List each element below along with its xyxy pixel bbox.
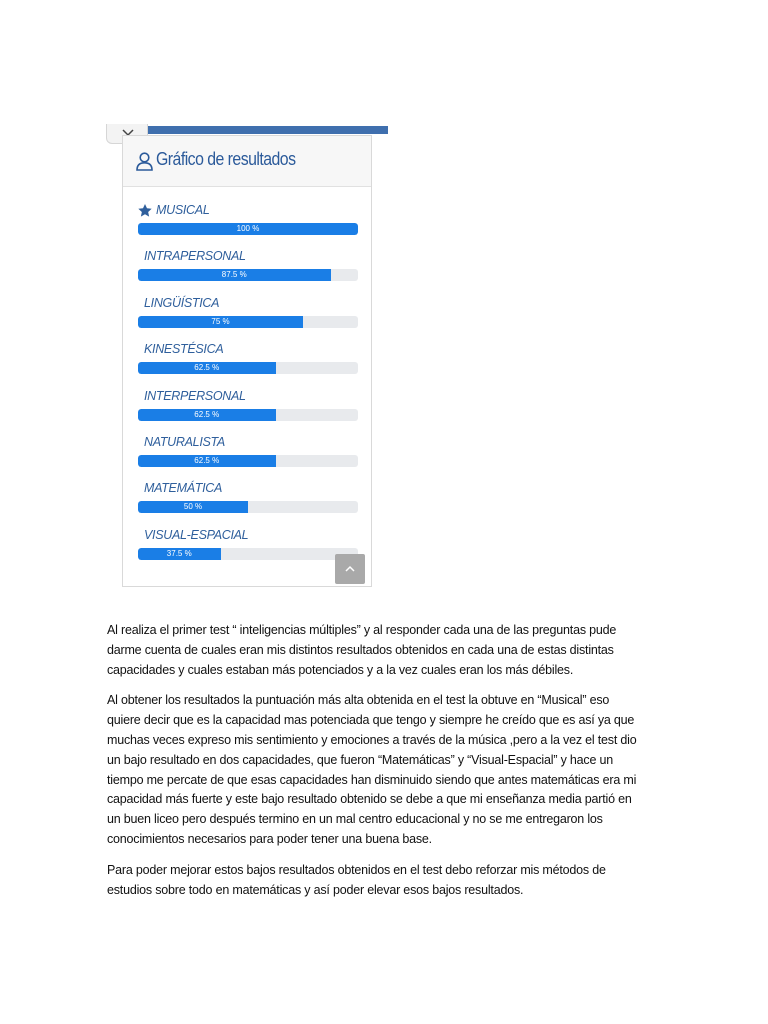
result-item <box>138 294 358 340</box>
result-item <box>138 433 358 479</box>
result-item <box>138 201 358 247</box>
result-label: VISUAL-ESPACIAL <box>144 527 249 542</box>
progress-track <box>138 548 358 560</box>
progress-bar: 62.5 % <box>138 409 276 421</box>
progress-track <box>138 501 358 513</box>
result-label: INTRAPERSONAL <box>144 249 246 264</box>
result-item <box>138 247 358 293</box>
progress-bar: 50 % <box>138 501 248 513</box>
top-bar <box>148 126 388 134</box>
progress-bar: 75 % <box>138 316 303 328</box>
progress-track <box>138 316 358 328</box>
star-icon <box>138 204 152 217</box>
result-item <box>138 526 358 572</box>
progress-track <box>138 455 358 467</box>
progress-bar: 100 % <box>138 223 358 235</box>
progress-bar: 37.5 % <box>138 548 221 560</box>
progress-track <box>138 223 358 235</box>
result-label: LINGÜÍSTICA <box>144 295 220 310</box>
progress-bar: 62.5 % <box>138 362 276 374</box>
result-label: KINESTÉSICA <box>144 342 224 357</box>
result-item <box>138 340 358 386</box>
document-body <box>107 621 637 911</box>
results-card <box>122 135 372 587</box>
result-label: MATEMÁTICA <box>144 481 223 496</box>
progress-track <box>138 269 358 281</box>
chevron-up-icon <box>345 565 355 572</box>
progress-bar: 87.5 % <box>138 269 331 281</box>
result-label: MUSICAL <box>156 203 210 217</box>
results-chart <box>138 201 358 572</box>
card-title: Gráfico de resultados <box>156 149 296 169</box>
user-icon <box>136 152 153 171</box>
paragraph: Para poder mejorar estos bajos resultados obtenidos en el test debo reforzar mis métodos de estudios sobre todo en matemáticas y así poder elevar esos bajos resultados. <box>107 862 606 897</box>
result-item <box>138 479 358 525</box>
paragraph: Al realiza el primer test “ inteligencias múltiples” y al responder cada una de las preguntas pude darme cuenta de cuales eran mis distintos resultados obtenidos en cada una de estas distintas capacidades y cuales estaban más potenciados y a la vez cuales eran los más débiles. <box>107 623 617 677</box>
progress-track <box>138 362 358 374</box>
result-label: INTERPERSONAL <box>144 388 246 403</box>
progress-bar: 62.5 % <box>138 455 276 467</box>
result-item <box>138 387 358 433</box>
progress-track <box>138 409 358 421</box>
result-label: NATURALISTA <box>144 434 225 449</box>
scroll-top-button[interactable] <box>335 554 365 584</box>
card-header <box>123 136 371 187</box>
paragraph: Al obtener los resultados la puntuación más alta obtenida en el test la obtuve en “Musical” eso quiere decir que es la capacidad mas potenciada que tengo y siempre he creído que es así ya que muchas veces expreso mis sentimiento y emociones a través de la música ,pero a la vez el test dio un bajo resultado en dos capacidades, que fueron “Matemáticas” y “Visual-Espacial” y hace un tiempo me percate de que esas capacidades han disminuido siendo que antes matemáticas era mi capacidad más fuerte y este bajo resultado obtenido se debe a que mi enseñanza media partió en un buen liceo pero después termino en un mal centro educacional y no se me entregaron los conocimientos necesarios para poder tener una buena base. <box>107 693 637 846</box>
results-screenshot <box>106 124 388 598</box>
